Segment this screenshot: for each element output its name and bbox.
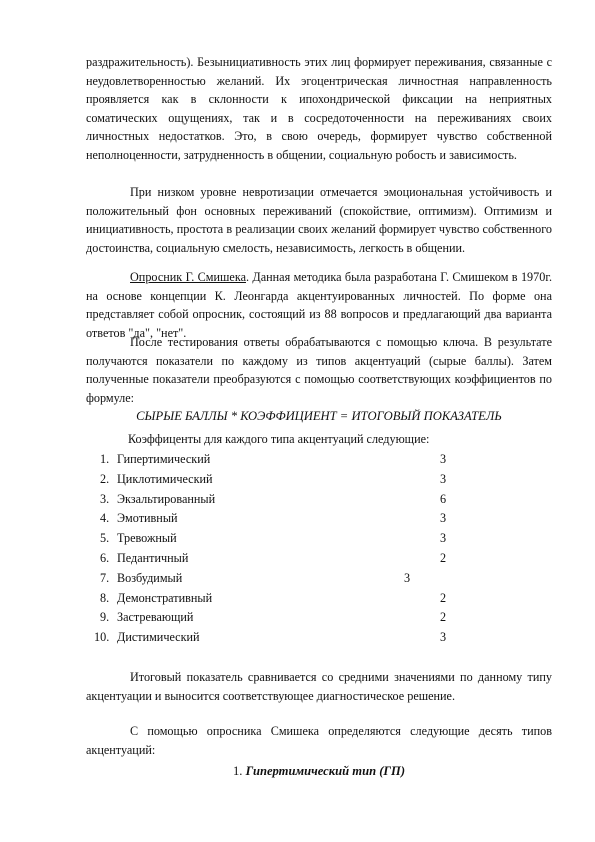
list-item: 2. Циклотимический 3 [100,471,447,486]
list-item: 9. Застревающий 2 [100,610,447,625]
paragraph-text: При низком уровне невротизации отмечается эмоциональная устойчивость и положительный фон основных переживаний (спокойствие, оптимизм). Оптимизм и инициативность, простота в реализации своих желаний формирует чувство собственного достоинства, социальную смелость, независимость, легкость в общении. [86,185,552,255]
paragraph-neuroticism-low [86,183,552,257]
list-item: 5. Тревожный 3 [100,531,447,546]
coefficients-list [94,450,460,648]
list-item: 8. Демонстративный 2 [100,590,447,605]
section-heading [86,762,552,780]
paragraph-neuroticism-high [86,53,552,164]
list-item: 1. Гипертимический 3 [100,452,447,466]
paragraph-text: . Данная методика была разработана Г. Смишеком в 1970г. на основе концепции К. Леонгарда акцентуированных личностей. По форме она представляет собой опросник, состоящий из 88 вопросов и предлагающий два варианта ответов "да", "нет". [86,270,552,340]
list-item: 6. Педантичный 2 [100,550,447,565]
coefficients-intro: Коэффиценты для каждого типа акцентуаций следующие: [128,432,430,446]
paragraph-ten-types [86,722,552,759]
paragraph-text: С помощью опросника Смишека определяются следующие десять типов акцентуаций: [86,724,552,757]
paragraph-final-indicator [86,668,552,705]
paragraph-text: После тестирования ответы обрабатываются с помощью ключа. В результате получаются показатели по каждому из типов акцентуаций (сырые баллы). Затем полученные показатели преобразуются с помощью соответствующих коэффициентов по формуле: [86,335,552,405]
list-item: 4. Эмотивный 3 [100,511,447,526]
section-title: Гипертимический тип (ГП) [245,764,406,778]
paragraph-processing [86,333,552,407]
paragraph-text: раздражительность). Безынициативность этих лиц формирует переживания, связанные с неудовлетворенностью желаний. Их эгоцентрическая личностная направленность проявляется как в склонности к ипохондрической фиксации на неприятных соматических ощущениях, так и в сосредоточенности на переживаниях своих личностных недостатков. Это, в свою очередь, формирует чувство собственной неполноценности, затрудненность в общении, социальную робость и зависимость. [86,55,552,162]
formula: СЫРЫЕ БАЛЛЫ * КОЭФФИЦИЕНТ = ИТОГОВЫЙ ПОКАЗАТЕЛЬ [136,409,502,423]
paragraph-text: Итоговый показатель сравнивается со средними значениями по данному типу акцентуации и выносится соответствующее диагностическое решение. [86,670,552,703]
questionnaire-title: Опросник Г. Смишека [130,270,246,284]
list-item: 3. Экзальтированный 6 [100,491,447,506]
section-number: 1. [232,764,243,778]
paragraph-smishek-questionnaire [86,268,552,342]
list-item: 7. Возбудимый 3 [100,570,411,585]
list-item: 10. Дистимический 3 [94,630,447,645]
